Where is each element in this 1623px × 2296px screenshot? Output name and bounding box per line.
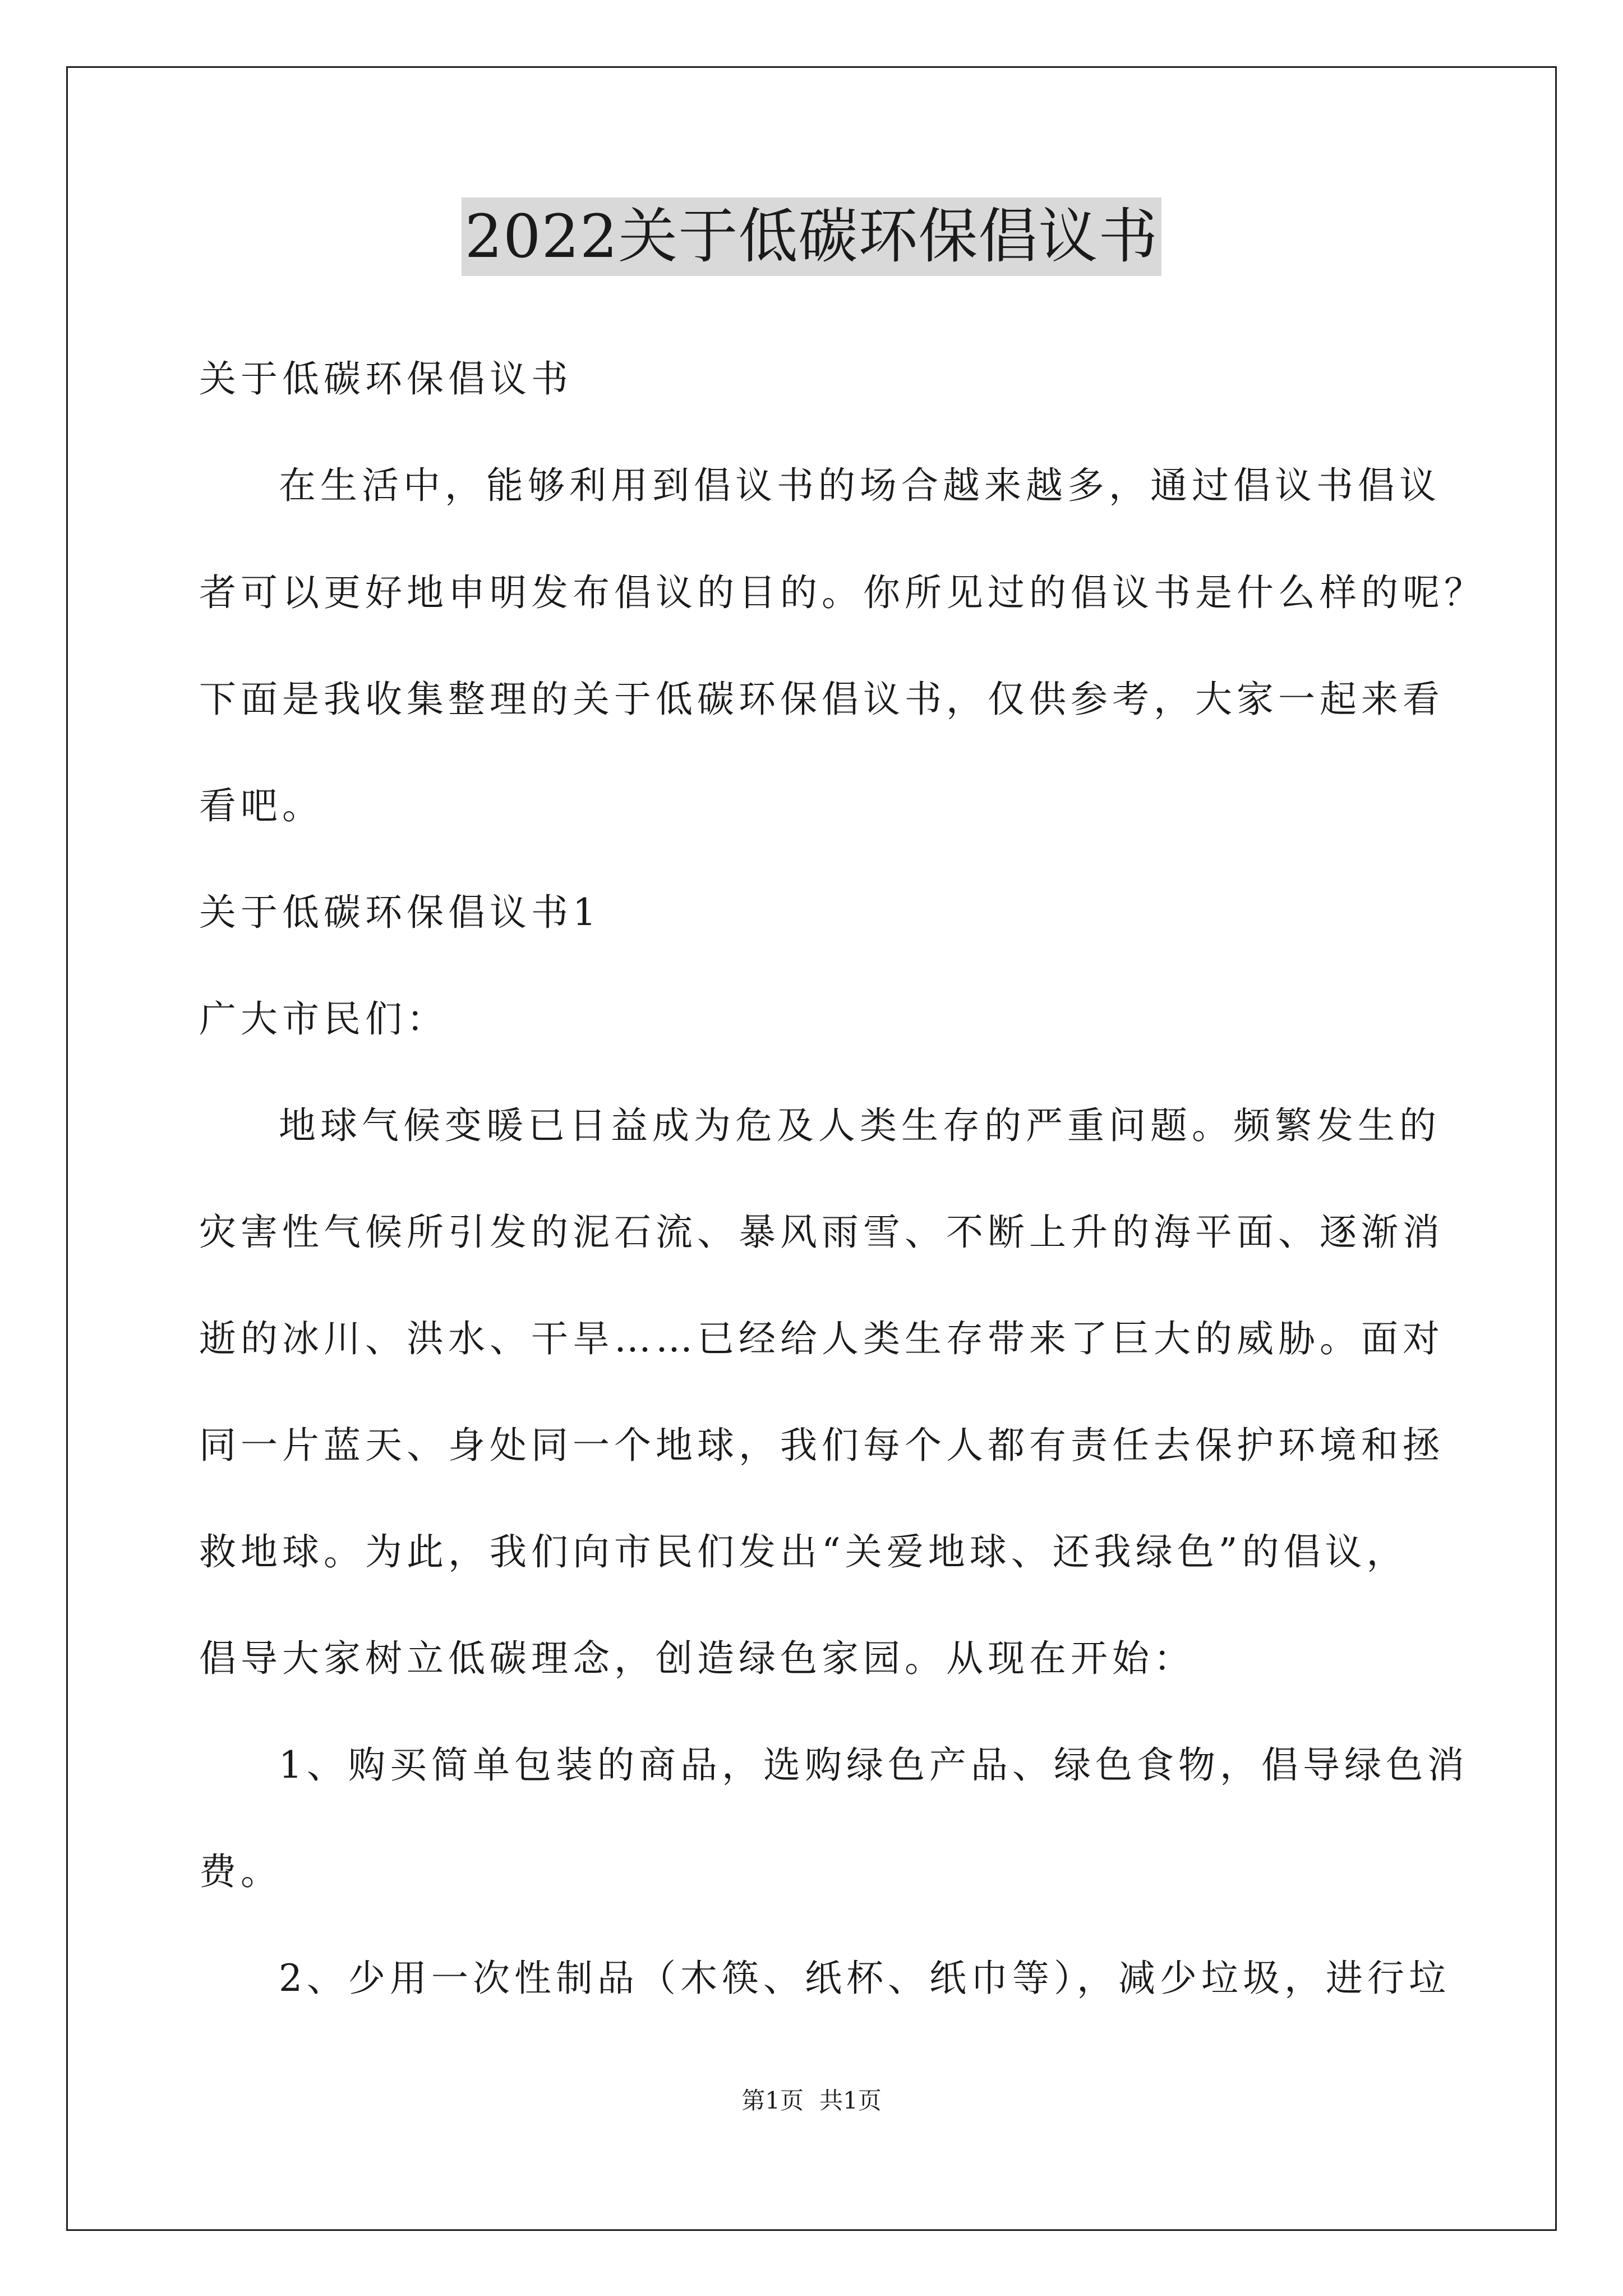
list-item-line[interactable]: 2、少用一次性制品（木筷、纸杯、纸巾等），减少垃圾，进行垃 [279,1957,1450,2000]
subtitle-line[interactable]: 关于低碳环保倡议书 [199,357,573,401]
paragraph-line[interactable]: 地球气候变暖已日益成为危及人类生存的严重问题。频繁发生的 [279,1104,1441,1147]
paragraph-line[interactable]: 下面是我收集整理的关于低碳环保倡议书，仅供参考，大家一起来看 [199,678,1444,721]
page-footer [0,2087,1623,2115]
salutation-line[interactable]: 广大市民们： [199,997,448,1041]
paragraph-line[interactable]: 看吧。 [199,784,324,827]
paragraph-line[interactable]: 同一片蓝天、身处同一个地球，我们每个人都有责任去保护环境和拯 [199,1424,1444,1467]
section-heading[interactable]: 关于低碳环保倡议书1 [199,891,601,934]
paragraph-line[interactable]: 逝的冰川、洪水、干旱……已经给人类生存带来了巨大的威胁。面对 [199,1317,1444,1360]
paragraph-line[interactable]: 者可以更好地申明发布倡议的目的。你所见过的倡议书是什么样的呢？ [199,571,1486,614]
title-container [0,197,1623,276]
page-number-total: 共1页 [819,2087,882,2114]
paragraph-line[interactable]: 灾害性气候所引发的泥石流、暴风雨雪、不断上升的海平面、逐渐消 [199,1211,1444,1254]
paragraph-line[interactable]: 倡导大家树立低碳理念，创造绿色家园。从现在开始： [199,1637,1195,1680]
document-title[interactable]: 2022关于低碳环保倡议书 [462,197,1162,276]
paragraph-line[interactable]: 在生活中，能够利用到倡议书的场合越来越多，通过倡议书倡议 [279,464,1441,507]
paragraph-line[interactable]: 救地球。为此，我们向市民们发出“关爱地球、还我绿色”的倡议， [199,1530,1408,1573]
list-item-line[interactable]: 费。 [199,1850,282,1893]
list-item-line[interactable]: 1、购买简单包装的商品，选购绿色产品、绿色食物，倡导绿色消 [279,1743,1469,1787]
page-number-current: 第1页 [741,2087,804,2114]
